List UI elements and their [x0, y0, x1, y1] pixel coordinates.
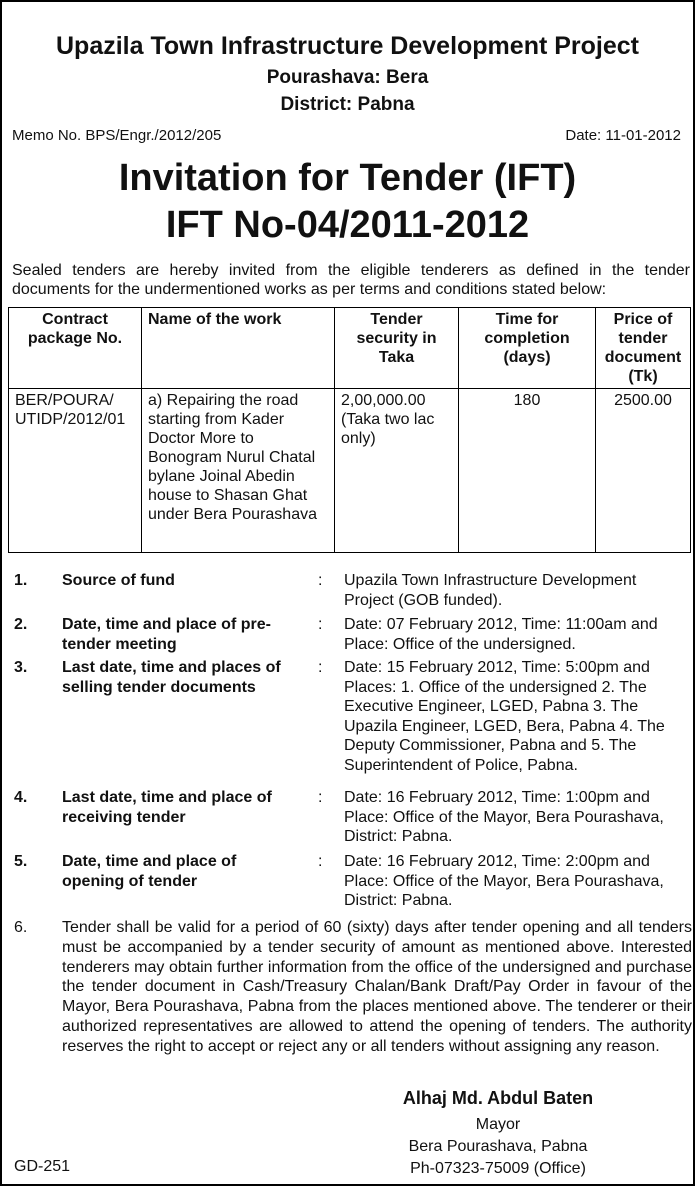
item-colon: :: [318, 616, 323, 633]
cell-price: 2500.00: [596, 389, 691, 553]
item-number: 3.: [14, 659, 28, 676]
tender-table: [8, 307, 691, 553]
item-value: Date: 16 February 2012, Time: 2:00pm and Place: Office of the Mayor, Bera Pourashava, District: Pabna.: [344, 853, 664, 909]
item-colon: :: [318, 572, 323, 589]
table-row: [9, 389, 691, 553]
district-line: District: Pabna: [280, 94, 415, 115]
item-colon: :: [318, 659, 323, 676]
memo-number: Memo No. BPS/Engr./2012/205: [12, 127, 222, 144]
table-header-row: [9, 308, 691, 389]
paragraph-number: 6.: [14, 919, 28, 936]
cell-package: BER/POURA/ UTIDP/2012/01: [9, 389, 142, 553]
notice-date: Date: 11-01-2012: [565, 127, 681, 144]
header-work: Name of the work: [142, 308, 335, 389]
item-label: Last date, time and places of selling tender documents: [62, 659, 281, 696]
item-number: 1.: [14, 572, 28, 589]
item-number: 4.: [14, 789, 28, 806]
item-label: Last date, time and place of receiving tender: [62, 789, 272, 826]
signatory-phone: Ph-07323-75009 (Office): [410, 1160, 586, 1177]
header-security: Tender security in Taka: [335, 308, 459, 389]
item-colon: :: [318, 853, 323, 870]
cell-security: 2,00,000.00 (Taka two lac only): [335, 389, 459, 553]
header-package: Contract package No.: [9, 308, 142, 389]
footer-code: GD-251: [14, 1158, 71, 1175]
signatory-name: Alhaj Md. Abdul Baten: [402, 1088, 594, 1108]
item-number: 5.: [14, 853, 28, 870]
signatory-title: Mayor: [475, 1116, 521, 1133]
cell-work: a) Repairing the road starting from Kader Doctor More to Bonogram Nurul Chatal bylane Joinal Abedin house to Shasan Ghat under Bera Pourashava: [142, 389, 335, 553]
intro-paragraph: Sealed tenders are hereby invited from the eligible tenderers as defined in the tender documents for the undermentioned works as per terms and conditions stated below:: [12, 262, 690, 298]
header-days: Time for completion (days): [459, 308, 596, 389]
signatory-organization: Bera Pourashava, Pabna: [408, 1138, 588, 1155]
item-value: Date: 16 February 2012, Time: 1:00pm and Place: Office of the Mayor, Bera Pourashava, District: Pabna.: [344, 789, 664, 845]
pourashava-line: Pourashava: Bera: [266, 67, 429, 88]
item-value: Date: 15 February 2012, Time: 5:00pm and Places: 1. Office of the undersigned 2. The Executive Engineer, LGED, Pabna 3. The Upazila Engineer, LGED, Bera, Pabna 4. The Deputy Commissioner, Pabna and 5. The Superintendent of Police, Pabna.: [344, 659, 665, 774]
item-colon: :: [318, 789, 323, 806]
ift-number: IFT No-04/2011-2012: [165, 204, 530, 246]
cell-days: 180: [459, 389, 596, 553]
notice-title: Invitation for Tender (IFT): [118, 157, 577, 199]
header-price: Price of tender document (Tk): [596, 308, 691, 389]
item-label: Date, time and place of pre-tender meeting: [62, 616, 271, 653]
item-value: Upazila Town Infrastructure Development Project (GOB funded).: [344, 572, 637, 609]
item-number: 2.: [14, 616, 28, 633]
paragraph-text: Tender shall be valid for a period of 60 (sixty) days after tender opening and all tenders must be accompanied by a tender security of amount as mentioned above. Interested tenderers may obtain further information from the office of the undersigned and purchase the tender document in Cash/Treasury Chalan/Bank Draft/Pay Order in favour of the Mayor, Bera Pourashava, Pabna from the places mentioned above. The tenderer or their authorized representatives are allowed to attend the opening of tenders. The authority reserves the right to accept or reject any or all tenders without assigning any reason.: [62, 919, 692, 1055]
item-label: Date, time and place of opening of tender: [62, 853, 237, 890]
item-label: Source of fund: [62, 572, 175, 589]
item-value: Date: 07 February 2012, Time: 11:00am and Place: Office of the undersigned.: [344, 616, 658, 653]
project-title: Upazila Town Infrastructure Development Project: [56, 32, 639, 60]
